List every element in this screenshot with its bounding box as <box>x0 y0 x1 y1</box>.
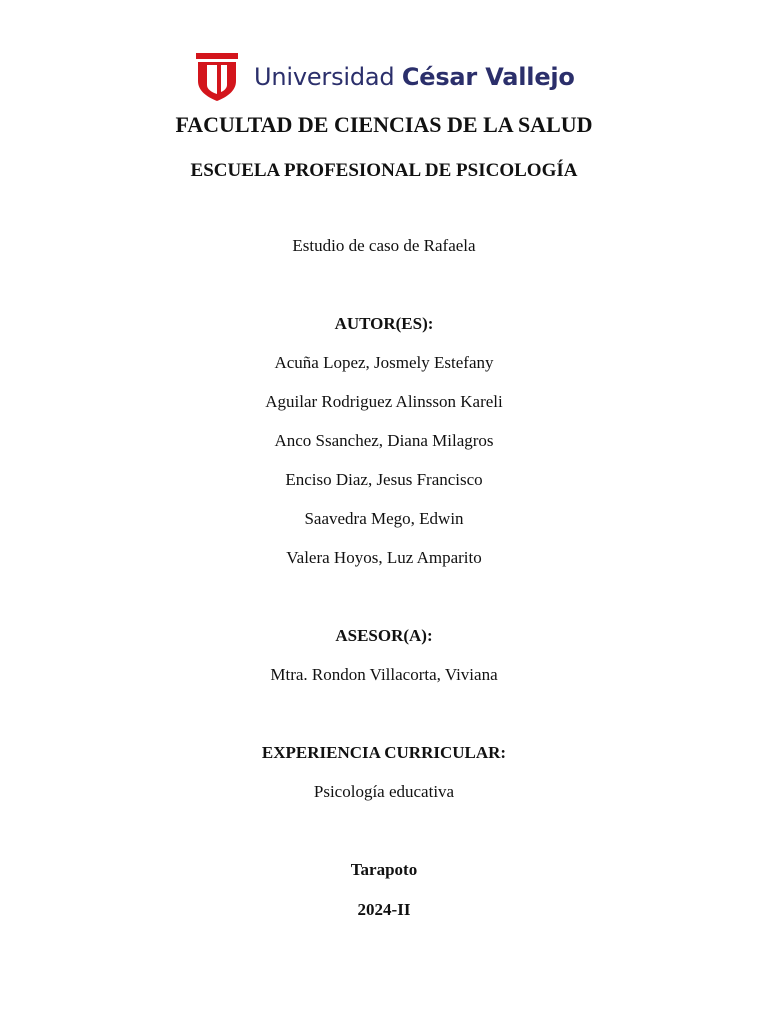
authors-heading: AUTOR(ES): <box>334 314 434 333</box>
academic-period: 2024-II <box>357 900 411 919</box>
author-name: Saavedra Mego, Edwin <box>304 509 464 528</box>
author-name: Acuña Lopez, Josmely Estefany <box>274 353 494 372</box>
university-shield-icon <box>194 51 240 103</box>
author-name: Anco Ssanchez, Diana Milagros <box>274 431 494 450</box>
curricular-heading: EXPERIENCIA CURRICULAR: <box>261 743 507 762</box>
document-title: Estudio de caso de Rafaela <box>292 236 476 255</box>
university-logo <box>178 48 580 106</box>
advisor-heading: ASESOR(A): <box>335 626 433 645</box>
faculty-heading: FACULTAD DE CIENCIAS DE LA SALUD <box>175 112 593 137</box>
author-name: Aguilar Rodriguez Alinsson Kareli <box>265 392 503 411</box>
curricular-value: Psicología educativa <box>313 782 455 801</box>
city: Tarapoto <box>350 860 418 879</box>
university-name-bold: César Vallejo <box>401 63 575 91</box>
author-name: Enciso Diaz, Jesus Francisco <box>285 470 483 489</box>
school-heading: ESCUELA PROFESIONAL DE PSICOLOGÍA <box>190 160 578 181</box>
university-name-regular: Universidad <box>254 63 402 91</box>
university-name <box>254 63 575 91</box>
advisor-name: Mtra. Rondon Villacorta, Viviana <box>270 665 498 684</box>
author-name: Valera Hoyos, Luz Amparito <box>286 548 482 567</box>
